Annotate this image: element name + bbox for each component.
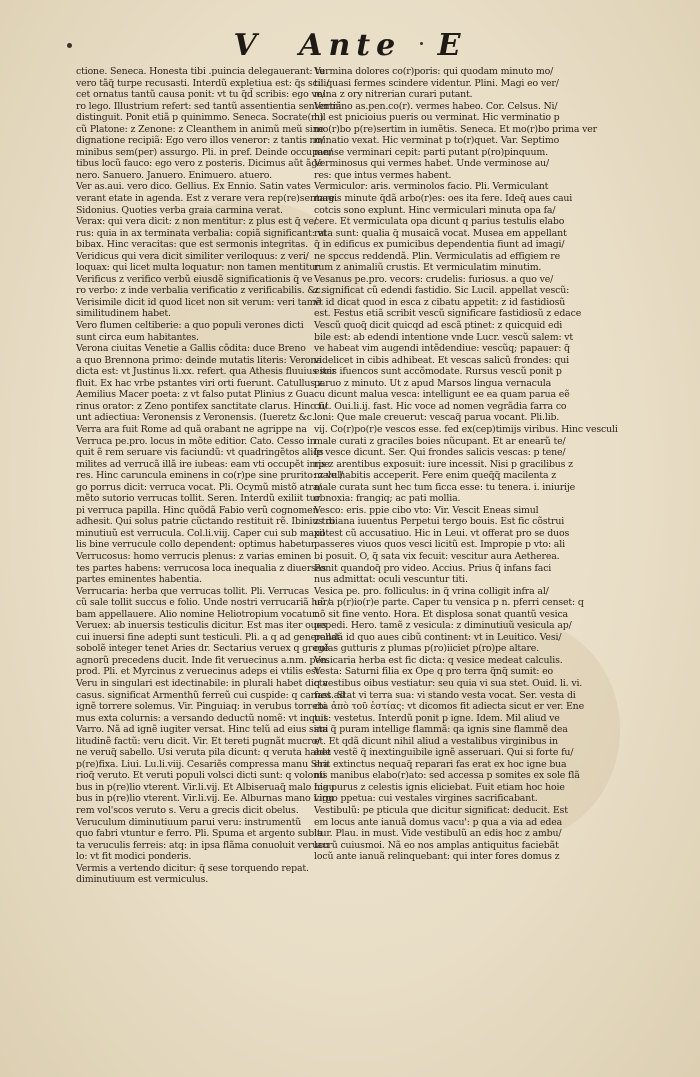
text-line: ignẽ torrere solemus. Vir. Pinguiaq: in verubus torrebi <box>76 701 327 713</box>
text-line: cet ornatus tantũ causa ponit: vt tu q̃d̃ scribis: ego ve/ <box>76 89 326 101</box>
text-line: cut. Oui.li.ij. fast. Hic voce ad nomen vegrãdia farra co <box>314 400 567 412</box>
text-line: Vermina dolores co(r)poris: qui quodam minuto mo/ <box>314 66 554 77</box>
text-line: minatio vexat. Hic verminat p to(r)quet. Var. Septimo <box>314 135 560 147</box>
text-line: rioq̃ veruto. Et veruti populi volsci dicti sunt: q volonti <box>76 770 326 782</box>
text-line: distinguit. Ponit etiã p quinimmo. Seneca. Socrate(m) <box>76 112 324 124</box>
text-line: q̃ in edificus ex pumicibus dependentia fiunt ad imagi/ <box>314 239 565 251</box>
text-line: z troiana iuuentus Perpetui tergo bouis. Est fic cõstrui <box>314 516 565 528</box>
text-line: culas gutturis z plumas p(ro)iiciet p(ro)pe altare. <box>314 643 540 655</box>
text-line: Vestibulũ: pe pticula que dicitur significat: deducit. Est <box>314 805 568 816</box>
text-line: cui inuersi fine adepti sunt testiculi. Pli. a q ad generandã <box>76 631 343 643</box>
text-line: rata sunt: qualia q̃ musaicã vocat. Musea em appellant <box>314 227 567 239</box>
text-line: cu dicunt malua vesca: intelligunt ee ea quam parua eẽ <box>314 389 570 401</box>
text-line: Verona ciuitas Venetie a Gallis cõdita: duce Breno <box>76 343 306 355</box>
text-line: potest cũ accusatiuo. Hic in Leui. vt offerat pro se duos <box>314 527 570 539</box>
text-line: tus: vestetus. Interdũ ponit p igne. Idem. Mil aliud ve <box>314 712 560 724</box>
text-line: nõ sit fine vento. Hora. Et displosa sonat quantũ vesica <box>314 608 568 620</box>
text-line: adhesit. Qui solus patrie cũctando restituit rẽ. Ibinius di <box>76 516 335 528</box>
text-line: ro verbo: z inde verbalia verificatio z verificabilis. &c. <box>76 285 324 297</box>
text-line: nero. Sanuero. Januero. Enimuero. atuero. <box>76 169 272 181</box>
text-line: similitudinem habet. <box>76 308 171 320</box>
text-line: erit extinctus nequaq̃ reparari fas erat ex hoc igne bua <box>314 758 567 770</box>
text-line: Ver as.aui. vero dico. Gellius. Ex Ennio. Satin vates <box>76 181 311 193</box>
text-line: quit ẽ rem seruare vis faciundũ: vt quadringẽtos aliq̃s <box>76 447 324 459</box>
text-line: Veridicus qui vera dicit similiter veriloquus: z veri/ <box>76 250 309 262</box>
header-title: Ante <box>299 28 402 63</box>
text-line: ma purus z celestis ignis eliciebat. Fuit etiam hoc hoie <box>314 781 565 793</box>
text-line: Vescũ quoq̃ dicit quicqd ad escã ptinet: z quicquid edi <box>314 320 563 332</box>
text-line: a quo Brennona primo: deinde mutatis literis: Verona <box>76 354 322 366</box>
text-line: vij. Co(r)po(r)e vescos esse. fed ex(cep)timijs viribus. Hinc vesculi <box>314 423 618 435</box>
text-line: vero tãq̃ turpe recusasti. Interdũ expletiua est: q̃s scili/ <box>76 77 330 89</box>
text-line: ris z arentibus exposuit: iure incessit. Nisi p gracilibus z <box>314 458 573 470</box>
text-line: rem vol'scos veruto s. Veru a grecis dicit obelus. <box>76 805 299 816</box>
text-line: Vesanus pe.pro. vecors: crudelis: furiosus. a quo ve/ <box>314 273 554 285</box>
text-line: cũ Platone: z Zenone: z Cleanthem in animũ meũ sine <box>76 123 324 135</box>
text-line: male curati z graciles boies nũcupant. Et ar enearũ te/ <box>314 435 566 447</box>
text-line: magis minute q̃dã arbo(r)es: oes ita fere. Ideq̃ aues caui <box>314 193 573 205</box>
text-line: rinus orator: z Zeno pontifex sanctitate clarus. Hinc fi/ <box>76 400 328 412</box>
text-line: Vesta: Saturni filia ex Ope q pro terra q̃nq̃ sumit: eo <box>314 666 553 678</box>
text-line: res. Hinc caruncula eminens in co(r)pe sine prurito: z vul/ <box>76 470 344 482</box>
text-line: ne veruq̃ sabello. Usi veruta pila dicunt: q veruta habet <box>76 747 331 759</box>
text-line: Vermis a vertendo dicitur: q̃ sese torquendo repat. <box>76 862 309 874</box>
text-line: male curata sunt hec tum ficca esse: tu tenera. i. iniurije <box>314 481 576 493</box>
text-line: ro lego. Illustrium refert: sed tantũ assentientia sententiã <box>76 100 342 112</box>
text-line: Vesica pe. pro. folliculus: in q̃ vrina colligit infra al/ <box>314 585 549 597</box>
text-line: bus in p(re)lio vterent. Vir.li.vij. Ee. Alburnas mano Ligu <box>76 793 335 805</box>
text-line: bus in p(re)lio vterent. Vir.li.vij. Et Albiseruaq̃ malo Ligu <box>76 781 335 793</box>
text-line: diminutiuum est vermiculus. <box>76 874 209 886</box>
text-line: cta ἀπὸ τοῦ ἑστίας: vt dicomos fit adiecta sicut er ver. Ene <box>314 701 584 713</box>
text-line: bi posuit. O, q̃ sata vix fecuit: vescitur aura Aetherea. <box>314 550 560 562</box>
text-line: rum z animaliũ crustis. Et vermiculatim minutim. <box>314 262 542 274</box>
text-line: Veruculum diminutiuum parui veru: instrumentũ <box>76 816 302 828</box>
text-line: Verminosus qui vermes habet. Unde verminose au/ <box>314 158 550 170</box>
text-line: Verrucosus: homo verrucis plenus: z varias eminen <box>76 550 312 562</box>
page-header <box>0 28 700 64</box>
text-line: casus. significat Armenthũ ferreũ cui cuspide: q carnes ad <box>76 689 346 701</box>
text-line: res: que intus vermes habent. <box>314 169 452 181</box>
text-line: et. Et qdã dicunt nihil aliud a vestalibus virginibus in <box>314 735 558 747</box>
text-line: tu quasi fermes scindere videntur. Plini. Magi eo ver/ <box>314 77 559 89</box>
text-line: hil est pnicioius pueris ou verminat. Hic verminatio p <box>314 112 560 124</box>
text-line: pi verruca papilla. Hinc quõdã Fabio verũ cognomen <box>76 504 319 516</box>
text-line: tibus locũ fauco: ego vero z posteris. Dicimus aũt ãge <box>76 158 323 170</box>
text-line: rus: quia in ax terminata verbalia: copiã significant: vt <box>76 227 327 239</box>
text-line: Veru in singulari est idectinabile: in plurali habet dicta <box>76 677 328 689</box>
text-line: escis ifuencos sunt accõmodate. Rursus vescũ ponit p <box>314 366 562 378</box>
text-line: loni: Que male creuerut: vescaq̃ parua vocant. Pli.lib. <box>314 412 560 424</box>
text-line: Verrucaria: herba que verrucas tollit. Pli. Verrucas <box>76 585 309 597</box>
text-line: bile est: ab edendi intentione vnde Lucr. vescũ salem: vt <box>314 331 574 343</box>
text-line: le vesce dicunt. Ser. Qui frondes salicis vescas: p tene/ <box>314 447 566 459</box>
text-line: q vestibus oibus vestiatur: seu quia vi sua stet. Ouid. li. vi. <box>314 677 583 689</box>
text-line: fluit. Ex hac vrbe pstantes viri orti fuerunt. Catullus z <box>76 377 323 389</box>
text-line: Ponit quandoq̃ pro video. Accius. Prius q̃ infans faci <box>314 562 552 574</box>
text-line: mense verminari cepit: parti putant p(ro)pinquum. <box>314 146 548 158</box>
text-line: est. Festus etiã scribit vescũ significare fastidiosũ z edace <box>314 308 582 320</box>
text-line: nis manibus elabo(r)ato: sed accessa p somites ex sole flã <box>314 770 580 782</box>
text-line: tes partes habens: verrucosa loca inequalia z diuersas <box>76 562 326 574</box>
text-line: sobolẽ integer tenet Aries dr. Sectarius veruex q gregẽ <box>76 643 330 655</box>
text-line: paruo z minuto. Ut z apud Marsos lingua vernacula <box>314 377 552 389</box>
text-line: ta veruculis ferreis: atq: in ipsa flãma conuoluit verucu <box>76 839 330 851</box>
text-line: agnorũ precedens ducit. Inde fit veruecinus a.nm. pen. <box>76 654 330 666</box>
text-line: lo: vt fit modici ponderis. <box>76 851 192 863</box>
text-line: dignatione recipiã: Ego vero illos veneror: z tantis no/ <box>76 135 324 147</box>
text-line: ve habeat vim augendi intẽdendiue: vescũq; papauer: q̃ <box>314 343 570 355</box>
text-line: litudinẽ factũ: veru dicit. Vir. Et tereti pugnãt mucro/ <box>76 735 321 747</box>
text-line: cotcis sono explunt. Hinc vermiculari minuta opa fa/ <box>314 204 556 216</box>
text-line: locũ ante ianuã relinquebant: qui inter fores domus z <box>314 851 560 863</box>
text-line: male habitis acceperit. Fere enim queq̃q̃ macilenta z <box>314 470 557 482</box>
left-text-column <box>76 66 346 886</box>
text-line: uũ a p(r)io(r)e parte. Caper tu vensica p n. pferri censet: q <box>314 597 584 609</box>
text-line: obnoxia: frangiq; ac pati mollia. <box>314 493 461 505</box>
text-line: p(re)fixa. Liui. Lu.li.viij. Cesariẽs compressa manu Sha <box>76 758 329 770</box>
text-line: Verruca pe.pro. locus in mõte editior. Cato. Cesso in <box>76 435 316 447</box>
text-line: Verificus z verifico verbũ eiusdẽ significationis q̃ ve <box>76 273 313 285</box>
text-line: sunt circa eum habitantes. <box>76 331 199 343</box>
text-line: Veruex: ab inuersis testiculis dicitur. Est mas iter oues <box>76 620 327 632</box>
text-line: dicta est: vt Justinus li.xx. refert. qua Athesis fluuius iter <box>76 366 336 378</box>
text-line: ctione. Seneca. Honesta tibi .puincia delegauerant: tu <box>76 66 325 77</box>
text-line: unt adiectiua: Veronensis z Veronensis. (Iueretz &c. <box>76 412 315 424</box>
text-line: Vesicaria herba est fic dicta: q vesice medeat calculis. <box>314 654 563 666</box>
text-line: ne spccus reddendã. Plin. Vermiculatis ad effigiem re <box>314 250 560 262</box>
text-line: loquax: qui licet multa loquatur: non tamen mentitur. <box>76 262 322 274</box>
text-line: sta q̃ puram intellige flammã: qa ignis sine flammẽ dea <box>314 724 568 736</box>
text-line: virgo ppetua: cui vestales virgines sacrificabant. <box>314 793 538 805</box>
text-line: minutiuũ est verrucula. Col.li.viij. Caper cui sub maxil <box>76 527 325 539</box>
text-line: Vesco: eris. ppie cibo vto: Vir. Vescit Eneas simul <box>314 504 539 516</box>
text-line: lacrũ cuiusmoi. Nã eo nos amplas antiquitus faciebãt <box>314 839 559 851</box>
text-line: minibus sem(per) assurgo. Pli. in pref. Deinde occupan/ <box>76 146 333 158</box>
right-text-column <box>314 66 618 863</box>
header-right-letter: E <box>437 28 467 63</box>
text-line: cere. Et vermiculata opa dicunt q parius testulis elabo <box>314 216 565 228</box>
text-line: pepedi. Hero. tamẽ z vesicula: z diminutiuũ vesicula ap/ <box>314 620 572 632</box>
text-line: fast. Stat vi terra sua: vi stando vesta vocat. Ser. vesta di <box>314 689 576 701</box>
text-line: bibax. Hinc veracitas: que est sermonis integritas. <box>76 239 308 251</box>
text-line: mus exta colurnis: a versando deductũ nomẽ: vt inquit <box>76 712 328 724</box>
text-line: Aemilius Macer poeta: z vt falso putat Plinius z Gua <box>76 389 315 401</box>
text-line: Sidonius. Quoties verba graia carmina verat. <box>76 204 283 216</box>
text-line: quo fabri vtuntur e ferro. Pli. Spuma et argento subla <box>76 828 323 840</box>
text-line: go porrus dicit: verruca vocat. Pli. Ocymũ mistõ atra/ <box>76 481 322 493</box>
text-line: bam appellauere. Alio nomine Heliotropium vocatur. <box>76 608 318 620</box>
header-left-letter: V <box>233 28 263 63</box>
text-line: z significat cũ edendi fastidio. Sic Lucil. appellat vescũ: <box>314 285 570 297</box>
text-line: mina z ory nitrerian curari putant. <box>314 89 473 101</box>
text-line: itur. Plau. in must. Vide vestibulũ an edis hoc z ambu/ <box>314 828 562 840</box>
text-line: mo(r)bo p(re)sertim in iumẽtis. Seneca. Et mo(r)bo prima ver <box>314 123 597 135</box>
text-line: Varro. Nã ad ignẽ iugiter versat. Hinc telũ ad eius simi <box>76 724 329 736</box>
text-line: vt id dicat quod in esca z cibatu appetit: z id fastidiosũ <box>314 296 566 308</box>
text-line: nus admittat: oculi vescuntur titi. <box>314 574 468 586</box>
text-line: prod. Pli. et Myrcinus z veruecinus adeps ei vtilis est <box>76 666 320 678</box>
text-line: pellat: id quo aues cibũ continent: vt in Leuitico. Vesi/ <box>314 631 562 643</box>
text-line: em locus ante ianuã domus vacu': p qua a via ad edea <box>314 816 563 828</box>
text-line: Verisimile dicit id quod licet non sit verum: veri tamẽ <box>76 296 321 308</box>
text-line: partes eminentes habentia. <box>76 574 202 586</box>
text-line: verant etate in agenda. Est z verare vera rep(re)sentare. <box>76 193 338 205</box>
text-line: milites ad verrucã illã ire iubeas: eam vti occupẽt impe <box>76 458 330 470</box>
text-line: Verax: qui vera dicit: z non mentitur: z plus est q̃ ve/ <box>76 216 317 228</box>
text-line: Vermiculor: aris. verminolos facio. Pli. Vermiculant <box>314 181 549 193</box>
text-line: videlicet in cibis adhibeat. Et vescas salicũ frondes: qui <box>314 354 569 366</box>
text-line: passeres viuos quos vesci licitũ est. Impropie p vto: ali <box>314 539 565 551</box>
text-line: Vermino as.pen.co(r). vermes habeo. Cor. Celsus. Ni/ <box>314 100 558 112</box>
text-line: ede vestẽ q̃ inextinguibile ignẽ asseruari. Qui si forte fu/ <box>314 747 574 759</box>
text-line: cũ sale tollit succus e folio. Unde nostri verrucariã her/ <box>76 597 331 609</box>
text-line: Vero flumen celtiberie: a quo populi verones dicti <box>76 320 304 332</box>
text-line: Verra ara fuit Rome ad quã orabant ne agrippe na <box>76 423 307 435</box>
text-line: lis bine verrucule collo dependent: optimus habetur. <box>76 539 317 551</box>
text-line: mẽto sutorio verrucas tollit. Seren. Interdũ exiliit tur <box>76 493 320 505</box>
